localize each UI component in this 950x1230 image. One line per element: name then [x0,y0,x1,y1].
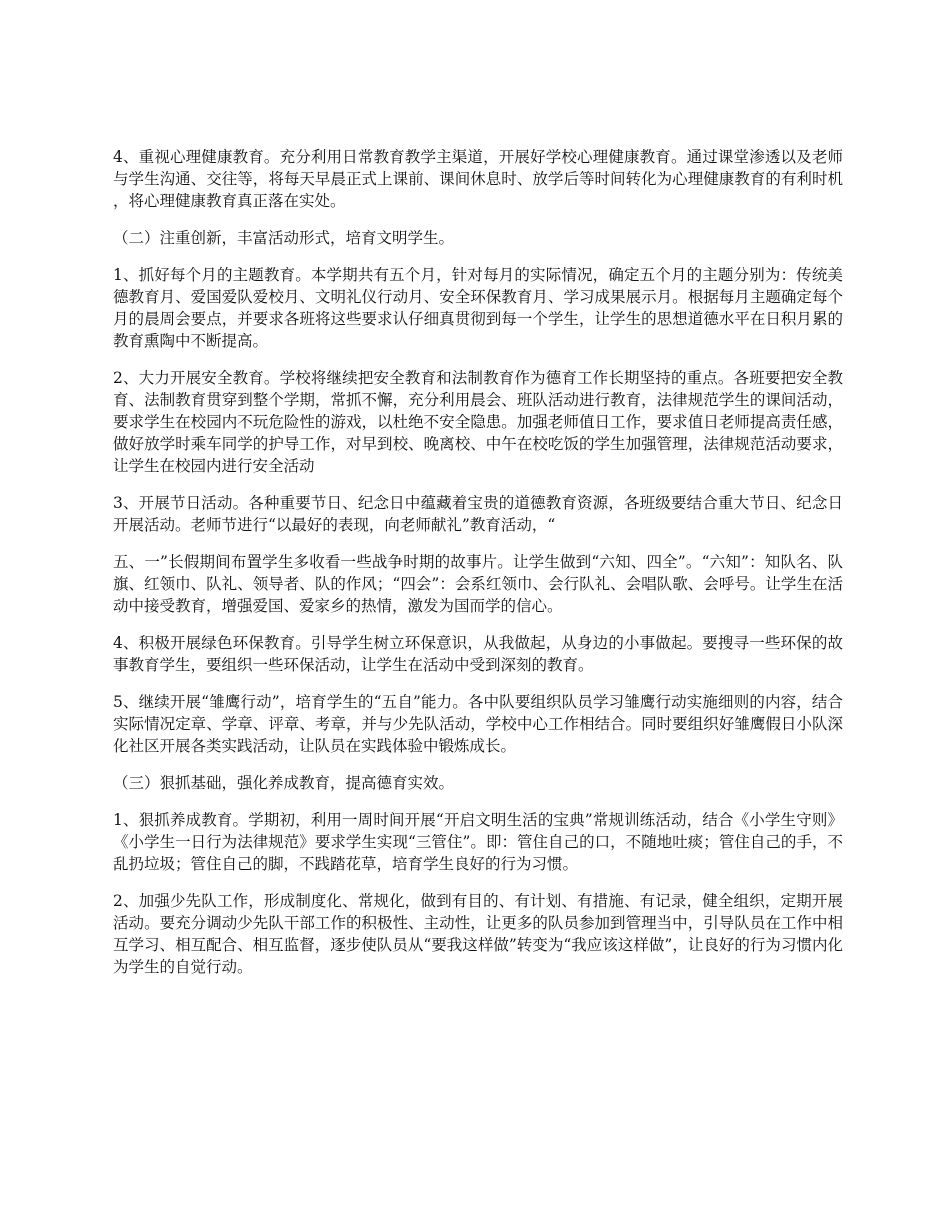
paragraph-psychology-education: 4、重视心理健康教育。充分利用日常教育教学主渠道，开展好学校心理健康教育。通过课堂渗透以及老师与学生沟通、交往等，将每天早晨正式上课前、课间休息时、放学后等时间转化为心理健康教育的有利时机，将心理健康教育真正落在实处。 [113,148,843,210]
paragraph-safety-education: 2、大力开展安全教育。学校将继续把安全教育和法制教育作为德育工作长期坚持的重点。各班要把安全教育、法制教育贯穿到整个学期，常抓不懈，充分利用晨会、班队活动进行教育，法律规范学生的课间活动，要求学生在校园内不玩危险性的游戏，以杜绝不安全隐患。加强老师值日工作，要求值日老师提高责任感，做好放学时乘车同学的护导工作，对早到校、晚离校、中午在校吃饭的学生加强管理，法律规范活动要求，让学生在校园内进行安全活动 [113,369,843,475]
paragraph-monthly-theme: 1、抓好每个月的主题教育。本学期共有五个月，针对每月的实际情况，确定五个月的主题分别为：传统美德教育月、爱国爱队爱校月、文明礼仪行动月、安全环保教育月、学习成果展示月。根据每月主题确定每个月的晨周会要点，并要求各班将这些要求认仔细真贯彻到每一个学生，让学生的思想道德水平在日积月累的教育熏陶中不断提高。 [113,266,843,350]
paragraph-may-day-holiday: 五、一”长假期间布置学生多收看一些战争时期的故事片。让学生做到“六知、四全”。“六知”：知队名、队旗、红领巾、队礼、领导者、队的作风；“四会”：会系红领巾、会行队礼、会唱队歌、会呼号。让学生在活动中接受教育，增强爱国、爱家乡的热情，激发为国而学的信心。 [113,553,843,615]
document-page [113,146,843,993]
paragraph-festival-activities: 3、开展节日活动。各种重要节日、纪念日中蕴藏着宝贵的道德教育资源，各班级要结合重大节日、纪念日开展活动。老师节进行“以最好的表现，向老师献礼”教育活动，“ [113,494,843,534]
paragraph-young-pioneers: 2、加强少先队工作，形成制度化、常规化，做到有目的、有计划、有措施、有记录，健全组织，定期开展活动。要充分调动少先队干部工作的积极性、主动性，让更多的队员参加到管理当中，引导队员在工作中相互学习、相互配合、相互监督，逐步使队员从“要我这样做”转变为“我应该这样做”，让良好的行为习惯内化为学生的自觉行动。 [113,892,843,976]
section-heading-2: （二）注重创新，丰富活动形式，培育文明学生。 [113,229,455,247]
paragraph-green-environment: 4、积极开展绿色环保教育。引导学生树立环保意识，从我做起，从身边的小事做起。要搜寻一些环保的故事教育学生，要组织一些环保活动，让学生在活动中受到深刻的教育。 [113,634,843,674]
section-heading-3: （三）狠抓基础，强化养成教育，提高德育实效。 [113,774,455,792]
paragraph-eagle-action: 5、继续开展“雏鹰行动”，培育学生的“五自”能力。各中队要组织队员学习雏鹰行动实施细则的内容，结合实际情况定章、学章、评章、考章，并与少先队活动，学校中心工作相结合。同时要组织好雏鹰假日小队深化社区开展各类实践活动，让队员在实践体验中锻炼成长。 [113,693,843,755]
paragraph-habit-education: 1、狠抓养成教育。学期初，利用一周时间开展“开启文明生活的宝典”常规训练活动，结合《小学生守则》《小学生一日行为法律规范》要求学生实现“三管住”。即：管住自己的口，不随地吐痰；管住自己的手，不乱扔垃圾；管住自己的脚，不践踏花草，培育学生良好的行为习惯。 [113,811,843,873]
